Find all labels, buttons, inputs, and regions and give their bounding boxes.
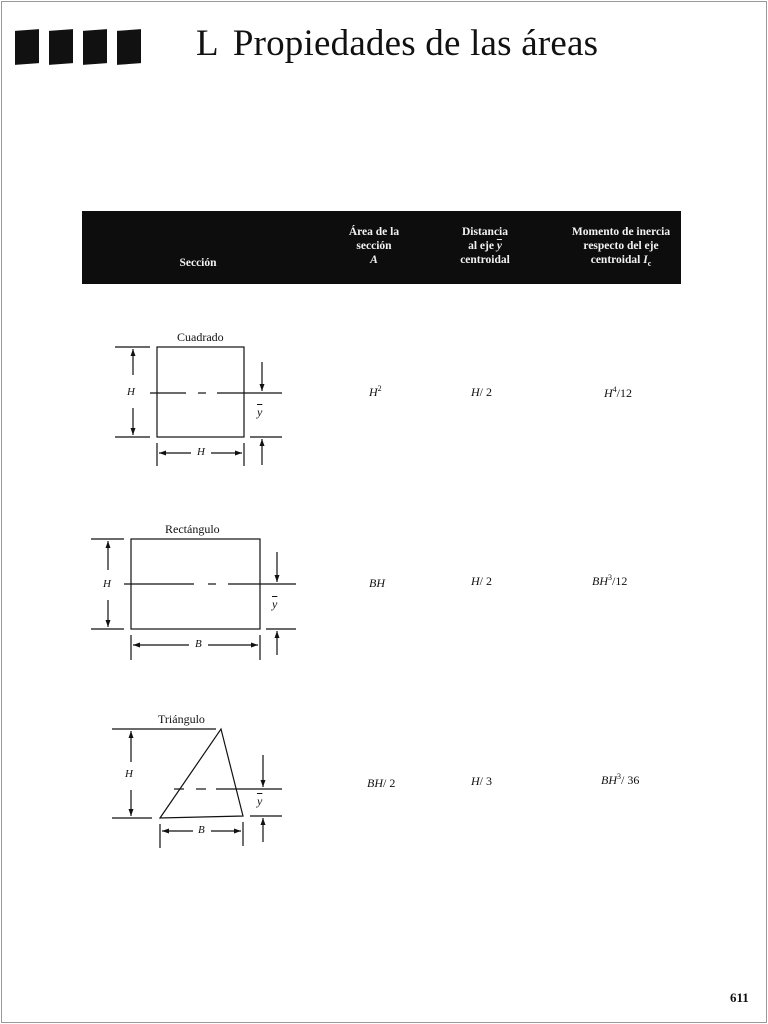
distance-value: H/ 3 (471, 774, 493, 788)
header-area: Área de la sección A (348, 226, 400, 266)
dim-height-label: H (127, 386, 135, 398)
distance-value: H/ 2 (471, 385, 493, 399)
section-name: Cuadrado (177, 330, 224, 344)
moment-value: $BH^3/12$ (592, 573, 628, 588)
centroid-ybar-label: $\overline{y}$ (272, 597, 278, 611)
dim-width-label: B (198, 824, 205, 836)
area-value: $H^2$ (369, 384, 382, 399)
section-name: Triángulo (158, 712, 205, 726)
page-number: 611 (730, 990, 749, 1005)
section-name: Rectángulo (165, 522, 220, 536)
moment-value: $H^4/12$ (604, 385, 633, 400)
header-distance: Distancia al eje $\overline{y}$ centroidal (460, 226, 510, 266)
centroid-ybar-label: $\overline{y}$ (257, 405, 263, 419)
dim-width-label: B (195, 638, 202, 650)
area-value: BH (369, 576, 385, 590)
dim-width-label: H (197, 446, 205, 458)
page-title: L Propiedades de las áreas (196, 23, 599, 64)
centroid-ybar-label: $\overline{y}$ (257, 794, 263, 808)
dim-height-label: H (103, 578, 111, 590)
moment-value: $BH^3/$ 36 (601, 772, 640, 787)
triangle-diagram (112, 729, 282, 848)
area-value: BH/ 2 (367, 776, 396, 790)
header-section: Sección (179, 257, 217, 269)
dim-height-label: H (125, 768, 133, 780)
rectangle-diagram (91, 539, 296, 660)
header-moment: Momento de inercia respecto del eje centroidal $I_c$ (571, 226, 671, 268)
distance-value: H/ 2 (471, 574, 493, 588)
